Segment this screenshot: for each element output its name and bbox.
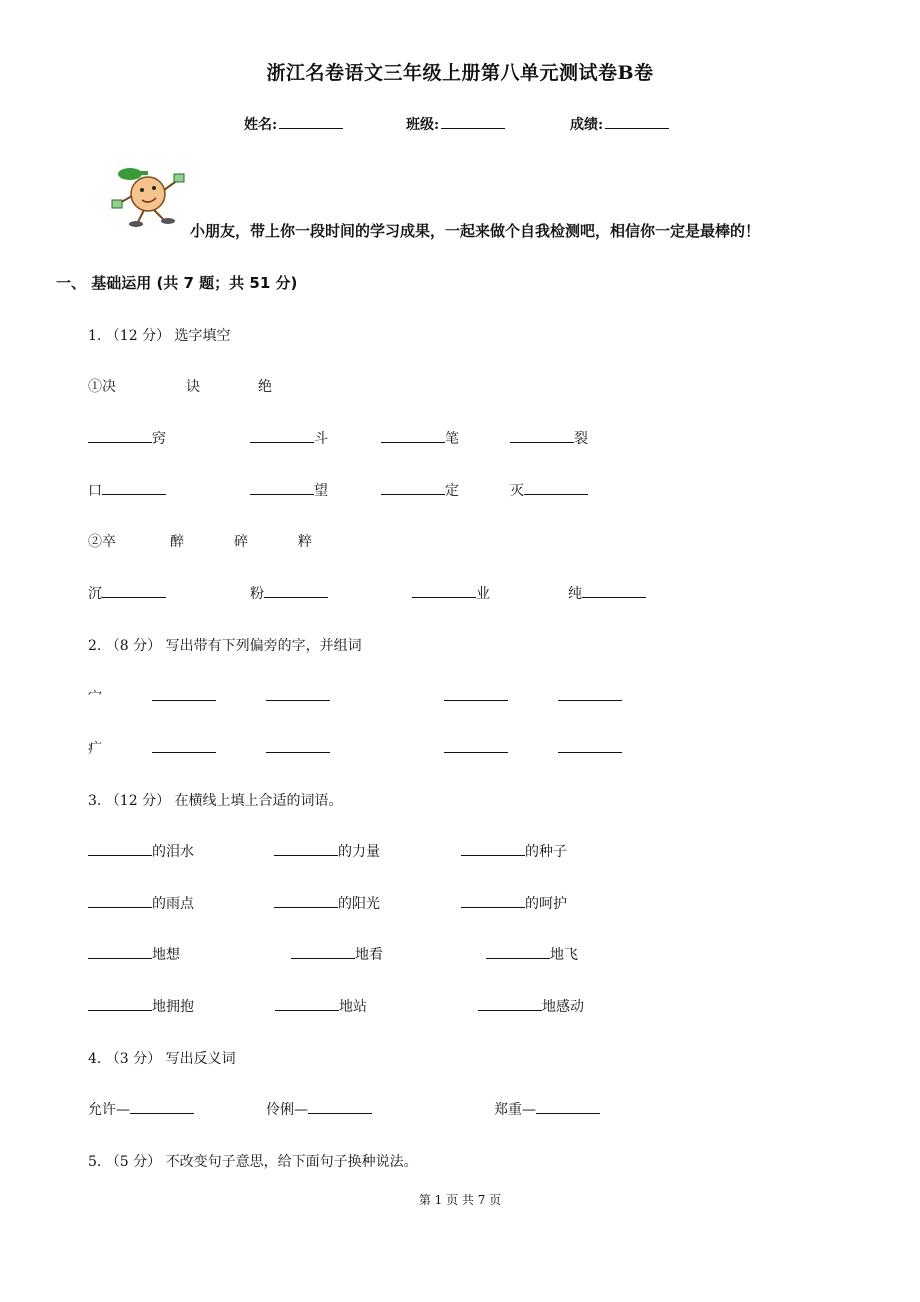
- score-blank[interactable]: [605, 114, 669, 129]
- answer-blank[interactable]: [88, 944, 152, 959]
- score-field: [570, 114, 669, 134]
- char-option: 粹: [298, 534, 312, 550]
- radical-label: 宀: [88, 689, 102, 705]
- fill-item: 沉: [88, 583, 166, 603]
- char-option: 绝: [258, 379, 272, 395]
- page-footer: 第 1 页 共 7 页: [418, 1193, 502, 1207]
- fill-item: 地飞: [486, 944, 578, 964]
- answer-blank[interactable]: [486, 944, 550, 959]
- class-label: 班级:: [406, 117, 440, 133]
- answer-blank[interactable]: [558, 738, 622, 753]
- question-5-heading: 5. （5 分） 不改变句子意思，给下面句子换种说法。: [88, 1154, 418, 1170]
- mascot-illustration: [108, 160, 194, 230]
- fill-item: 斗: [250, 428, 328, 448]
- answer-blank[interactable]: [102, 480, 166, 495]
- answer-blank[interactable]: [582, 583, 646, 598]
- answer-blank[interactable]: [461, 893, 525, 908]
- char-option: ②卒: [88, 534, 116, 550]
- answer-blank[interactable]: [264, 583, 328, 598]
- char-option: 碎: [234, 534, 248, 550]
- fill-item: 的雨点: [88, 893, 194, 913]
- answer-blank[interactable]: [412, 583, 476, 598]
- name-field: [244, 114, 343, 134]
- question-4-heading: 4. （3 分） 写出反义词: [88, 1051, 236, 1067]
- answer-blank[interactable]: [152, 738, 216, 753]
- name-blank[interactable]: [279, 114, 343, 129]
- score-label: 成绩:: [570, 117, 604, 133]
- fill-item: 业: [412, 583, 490, 603]
- class-field: [406, 114, 505, 134]
- radical-label: 疒: [88, 741, 102, 757]
- fill-item: 地站: [275, 996, 367, 1016]
- answer-blank[interactable]: [88, 893, 152, 908]
- answer-blank[interactable]: [152, 686, 216, 701]
- page-title: 浙江名卷语文三年级上册第八单元测试卷B卷: [266, 62, 654, 84]
- answer-blank[interactable]: [274, 841, 338, 856]
- answer-blank[interactable]: [478, 996, 542, 1011]
- fill-item: 的力量: [274, 841, 380, 861]
- answer-blank[interactable]: [275, 996, 339, 1011]
- fill-item: 地感动: [478, 996, 584, 1016]
- answer-blank[interactable]: [381, 480, 445, 495]
- fill-item: 窍: [88, 428, 166, 448]
- question-3-heading: 3. （12 分） 在横线上填上合适的词语。: [88, 793, 343, 809]
- answer-blank[interactable]: [250, 480, 314, 495]
- fill-item: 地看: [291, 944, 383, 964]
- answer-blank[interactable]: [308, 1099, 372, 1114]
- answer-blank[interactable]: [558, 686, 622, 701]
- answer-blank[interactable]: [88, 428, 152, 443]
- fill-item: 地拥抱: [88, 996, 194, 1016]
- answer-blank[interactable]: [444, 738, 508, 753]
- fill-item: 纯: [568, 583, 646, 603]
- answer-blank[interactable]: [461, 841, 525, 856]
- answer-blank[interactable]: [444, 686, 508, 701]
- name-label: 姓名:: [244, 117, 278, 133]
- answer-blank[interactable]: [266, 686, 330, 701]
- fill-item: 灭: [510, 480, 588, 500]
- fill-item: 望: [250, 480, 328, 500]
- answer-blank[interactable]: [291, 944, 355, 959]
- fill-item: 的阳光: [274, 893, 380, 913]
- answer-blank[interactable]: [88, 841, 152, 856]
- fill-item: 定: [381, 480, 459, 500]
- char-option: 醉: [170, 534, 184, 550]
- antonym-item: 郑重—: [494, 1099, 600, 1119]
- answer-blank[interactable]: [381, 428, 445, 443]
- antonym-item: 允许—: [88, 1099, 194, 1119]
- antonym-item: 伶俐—: [266, 1099, 372, 1119]
- answer-blank[interactable]: [250, 428, 314, 443]
- fill-item: 裂: [510, 428, 588, 448]
- class-blank[interactable]: [441, 114, 505, 129]
- fill-item: 笔: [381, 428, 459, 448]
- answer-blank[interactable]: [266, 738, 330, 753]
- fill-item: 的呵护: [461, 893, 567, 913]
- section-heading: 一、 基础运用 (共 7 题；共 51 分): [56, 274, 298, 292]
- char-option: 诀: [186, 379, 200, 395]
- answer-blank[interactable]: [536, 1099, 600, 1114]
- answer-blank[interactable]: [510, 428, 574, 443]
- answer-blank[interactable]: [88, 996, 152, 1011]
- fill-item: 口: [88, 480, 166, 500]
- fill-item: 的泪水: [88, 841, 194, 861]
- answer-blank[interactable]: [274, 893, 338, 908]
- answer-blank[interactable]: [524, 480, 588, 495]
- question-1-heading: 1. （12 分） 选字填空: [88, 328, 231, 344]
- char-option: ①决: [88, 379, 116, 395]
- question-2-heading: 2. （8 分） 写出带有下列偏旁的字，并组词: [88, 638, 362, 654]
- fill-item: 粉: [250, 583, 328, 603]
- fill-item: 地想: [88, 944, 180, 964]
- answer-blank[interactable]: [130, 1099, 194, 1114]
- fill-item: 的种子: [461, 841, 567, 861]
- greeting-text: 小朋友，带上你一段时间的学习成果，一起来做个自我检测吧，相信你一定是最棒的！: [190, 222, 761, 240]
- answer-blank[interactable]: [102, 583, 166, 598]
